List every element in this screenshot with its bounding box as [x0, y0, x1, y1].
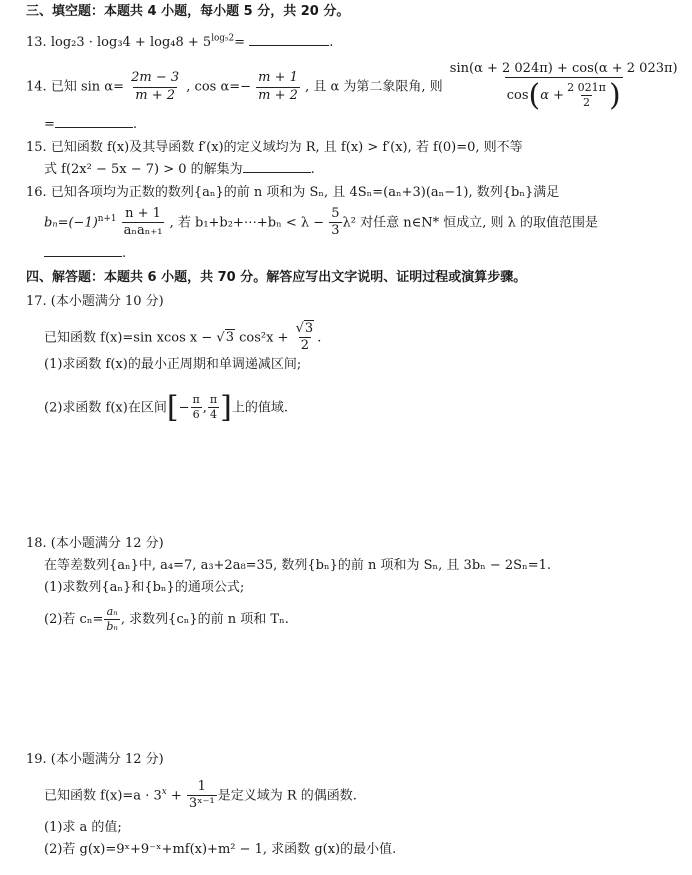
- q14-text-2: , cos α=−: [186, 79, 252, 95]
- q19-plus: +: [166, 788, 182, 804]
- q13-number: 13.: [26, 35, 47, 50]
- q16-answer-line: [44, 246, 126, 262]
- q19-header: 19. (本小题满分 12 分): [26, 752, 164, 767]
- q15-text-1: 已知函数 f(x)及其导函数 f′(x)的定义域均为 R, 且 f(x) > f′(x), 若 f(0)=0, 则不等: [50, 140, 523, 155]
- q13-end: .: [329, 35, 334, 50]
- q19-fraction: [187, 780, 217, 812]
- q15-answer-blank[interactable]: [243, 172, 311, 173]
- q17-part2: (2)求函数 f(x)在区间[− $\frac{\pi}{6}$ , $\frac{\pi}{4}$ ]上的值域.: [44, 390, 288, 425]
- q16-end: .: [122, 246, 127, 261]
- q19-part1: (1)求 a 的值;: [44, 820, 122, 835]
- q14-big-den-fd: 2: [582, 96, 591, 110]
- q17-frac-num: [294, 322, 317, 337]
- q19-part2: (2)若 g(x)=9ˣ+9⁻ˣ+mf(x)+m² − 1, 求函数 g(x)的最小值.: [44, 842, 397, 857]
- q18-frac-num: aₙ: [106, 605, 118, 618]
- q14-big-den-alpha: α +: [540, 88, 565, 104]
- q15-end: .: [310, 162, 315, 177]
- q16-frac-num: n + 1: [125, 206, 161, 221]
- section3-heading: 三、填空题：本题共 4 小题，每小题 5 分，共 20 分。: [26, 4, 350, 19]
- q17-interval-left: [190, 394, 201, 421]
- q13-equals: =: [234, 35, 246, 50]
- q16-text-2c: λ² 对任意 n∈N* 恒成立, 则 λ 的取值范围是: [342, 215, 599, 231]
- sqrt-icon: √: [295, 321, 304, 336]
- q16-exponent: n+1: [97, 213, 117, 224]
- q18-part2: [44, 606, 289, 633]
- q16-answer-blank[interactable]: [44, 256, 122, 257]
- question-16-line1: [26, 185, 559, 201]
- q17-function-line: [44, 322, 321, 354]
- question-15-line2: [44, 162, 315, 178]
- q14-cos-den: m + 2: [258, 87, 298, 103]
- q15-number: 15.: [26, 140, 47, 155]
- q19-frac-den: 3ˣ⁻¹: [188, 796, 215, 812]
- q14-big-den-fraction: [565, 82, 608, 109]
- q17-il-den: 6: [192, 408, 200, 422]
- q17-p2-text-a: (2)求函数 f(x)在区间: [44, 400, 167, 416]
- q14-text-3: , 且 α 为第二象限角, 则: [305, 79, 443, 95]
- q14-big-den-fn: 2 021π: [567, 81, 606, 95]
- q17-ir-den: 4: [209, 408, 218, 422]
- q17-il-num: π: [192, 393, 200, 407]
- q14-cos-fraction: [256, 71, 300, 103]
- q17-text-1a: 已知函数 f(x)=sin xcos x −: [44, 330, 217, 346]
- q17-text-1c: cos²x +: [239, 330, 289, 346]
- q14-sin-num: 2m − 3: [131, 70, 180, 86]
- q16-text-1: 已知各项均为正数的数列{aₙ}的前 n 项和为 Sₙ, 且 4Sₙ=(aₙ+3)(aₙ−1), 数列{bₙ}满足: [50, 185, 560, 200]
- q14-big-fraction: [448, 62, 680, 112]
- q16-lf-den: 3: [331, 223, 340, 239]
- q19-line1: [44, 780, 357, 812]
- q19-exponent: x: [161, 786, 167, 797]
- q19-text-a: 已知函数 f(x)=a · 3: [44, 788, 162, 804]
- q13-expression: log₂3 · log₃4 + log₄8 + 5: [50, 35, 212, 50]
- q13-exponent: log₅2: [211, 33, 235, 44]
- q17-p2-text-b: 上的值域.: [231, 400, 288, 416]
- q14-equals: =: [44, 117, 55, 132]
- q14-sin-fraction: [129, 71, 181, 103]
- q14-number: 14.: [26, 79, 47, 95]
- question-16-line2: [44, 207, 598, 239]
- q17-end: .: [317, 330, 322, 346]
- q17-frac-num-val: 3: [304, 321, 314, 336]
- q18-p2-text-a: (2)若 cₙ=: [44, 612, 104, 628]
- q17-frac-den: 2: [300, 338, 310, 354]
- q19-text-c: 是定义域为 R 的偶函数.: [217, 788, 357, 804]
- q14-cos-num: m + 1: [258, 70, 298, 86]
- q14-answer-line: [44, 117, 137, 133]
- q16-lambda-fraction: [329, 207, 341, 239]
- q15-text-2a: 式 f(2x: [44, 162, 87, 177]
- q18-header: 18. (本小题满分 12 分): [26, 536, 164, 551]
- q19-frac-num: 1: [197, 779, 206, 794]
- q16-fraction: [122, 207, 165, 239]
- question-14: [26, 62, 681, 112]
- q18-p2-text-b: , 求数列{cₙ}的前 n 项和 Tₙ.: [120, 612, 289, 628]
- q14-big-den-cos: cos: [506, 88, 529, 104]
- q14-answer-blank[interactable]: [55, 127, 133, 128]
- q16-frac-den: aₙaₙ₊₁: [123, 223, 163, 239]
- q17-header: 17. (本小题满分 10 分): [26, 294, 164, 309]
- q16-number: 16.: [26, 185, 47, 200]
- q18-fraction: [104, 606, 120, 633]
- q18-part1: (1)求数列{aₙ}和{bₙ}的通项公式;: [44, 580, 245, 595]
- q18-line1: 在等差数列{aₙ}中, a₄=7, a₃+2a₈=35, 数列{bₙ}的前 n 项和为 Sₙ, 且 3bₙ − 2Sₙ=1.: [44, 558, 552, 573]
- q14-end: .: [132, 117, 138, 132]
- q14-sin-den: m + 2: [135, 87, 175, 103]
- q16-text-2b: , 若 b₁+b₂+⋯+bₙ < λ −: [169, 215, 325, 231]
- q17-ir-num: π: [209, 393, 218, 407]
- q17-interval-right: [208, 394, 219, 421]
- q17-fraction: [294, 322, 317, 354]
- q14-big-den: cos(α + $\frac{2 021\pi}{2}$ ): [506, 78, 621, 114]
- sqrt-icon: √: [216, 330, 225, 346]
- q15-text-2b: ² − 5x − 7) > 0 的解集为: [86, 162, 243, 177]
- q13-answer-blank[interactable]: [249, 45, 329, 46]
- q16-lf-num: 5: [331, 206, 340, 221]
- q16-b-def: bₙ=(−1): [44, 215, 98, 231]
- q14-text-1: 已知 sin α=: [50, 79, 124, 95]
- q18-frac-den: bₙ: [106, 620, 118, 634]
- q14-big-num: sin(α + 2 024π) + cos(α + 2 023π): [449, 61, 678, 76]
- question-13: [26, 35, 333, 51]
- section4-heading: 四、解答题：本题共 6 小题，共 70 分。解答应写出文字说明、证明过程或演算步骤。: [26, 270, 527, 285]
- q17-part1: (1)求函数 f(x)的最小正周期和单调递减区间;: [44, 357, 302, 372]
- q17-sqrt-value: 3: [225, 330, 234, 346]
- question-15-line1: [26, 140, 523, 156]
